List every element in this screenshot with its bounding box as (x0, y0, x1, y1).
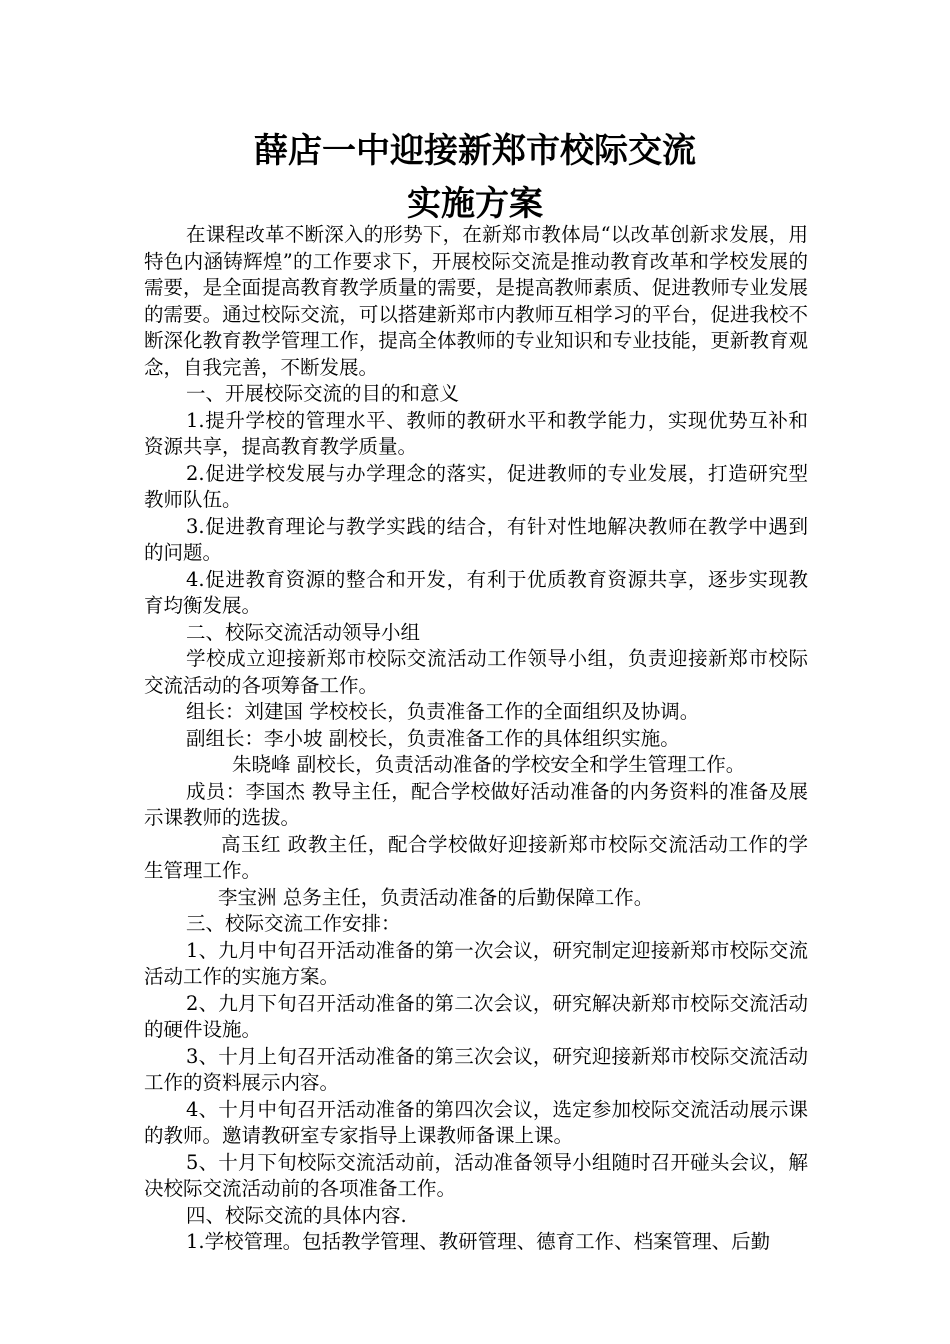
section-1-heading: 一、开展校际交流的目的和意义 (186, 382, 460, 405)
intro-paragraph: 在课程改革不断深入的形势下，在新郑市教体局“以改革创新求发展，用特色内涵铸辉煌”的工作要求下，开展校际交流是推动教育改革和学校发展的需要，是全面提高教育教学质量的需要，是提高教师素质、促进教师专业发展的需要。通过校际交流，可以搭建新郑市内教师互相学习的平台，促进我校不断深化教育教学管理工作，提高全体教师的专业知识和专业技能，更新教育观念，自我完善，不断发展。 (144, 223, 808, 379)
section-1-item: 1.提升学校的管理水平、教师的教研水平和教学能力，实现优势互补和资源共享，提高教育教学质量。 (144, 408, 808, 458)
group-member: 高玉红 政教主任，配合学校做好迎接新郑市校际交流活动工作的学生管理工作。 (144, 832, 808, 882)
section-1-item: 3.促进教育理论与教学实践的结合，有针对性地解决教师在教学中遇到的问题。 (144, 514, 808, 564)
section-3-heading: 三、校际交流工作安排： (186, 912, 401, 935)
title-line-2: 实施方案 (407, 184, 543, 224)
section-3-item: 2、九月下旬召开活动准备的第二次会议，研究解决新郑市校际交流活动的硬件设施。 (144, 991, 808, 1041)
group-member: 成员：李国杰 教导主任，配合学校做好活动准备的内务资料的准备及展示课教师的选拔。 (144, 779, 808, 829)
document-body (144, 222, 808, 1256)
section-2-heading: 二、校际交流活动领导小组 (186, 620, 421, 644)
deputy-leader: 副组长：李小坡 副校长，负责准备工作的具体组织实施。 (186, 726, 680, 750)
section-3-item: 3、十月上旬召开活动准备的第三次会议，研究迎接新郑市校际交流活动工作的资料展示内容。 (144, 1044, 808, 1094)
section-4-item: 1.学校管理。包括教学管理、教研管理、德育工作、档案管理、后勤 (186, 1230, 771, 1253)
group-leader: 组长：刘建国 学校校长，负责准备工作的全面组织及协调。 (186, 700, 700, 723)
section-3-item: 4、十月中旬召开活动准备的第四次会议，选定参加校际交流活动展示课的教师。邀请教研室专家指导上课教师备课上课。 (144, 1097, 808, 1147)
group-member: 李宝洲 总务主任，负责活动准备的后勤保障工作。 (218, 885, 654, 909)
section-4-heading: 四、校际交流的具体内容. (186, 1203, 407, 1227)
title-line-1: 薛店一中迎接新郑市校际交流 (254, 131, 696, 171)
section-2-intro: 学校成立迎接新郑市校际交流活动工作领导小组，负责迎接新郑市校际交流活动的各项筹备工作。 (144, 647, 808, 697)
section-1-item: 2.促进学校发展与办学理念的落实，促进教师的专业发展，打造研究型教师队伍。 (144, 461, 808, 511)
deputy-leader: 朱晓峰 副校长，负责活动准备的学校安全和学生管理工作。 (232, 753, 746, 776)
section-3-item: 1、九月中旬召开活动准备的第一次会议，研究制定迎接新郑市校际交流活动工作的实施方案。 (144, 938, 808, 988)
section-1-item: 4.促进教育资源的整合和开发，有利于优质教育资源共享，逐步实现教育均衡发展。 (144, 567, 808, 617)
section-3-item: 5、十月下旬校际交流活动前，活动准备领导小组随时召开碰头会议，解决校际交流活动前的各项准备工作。 (144, 1150, 808, 1200)
